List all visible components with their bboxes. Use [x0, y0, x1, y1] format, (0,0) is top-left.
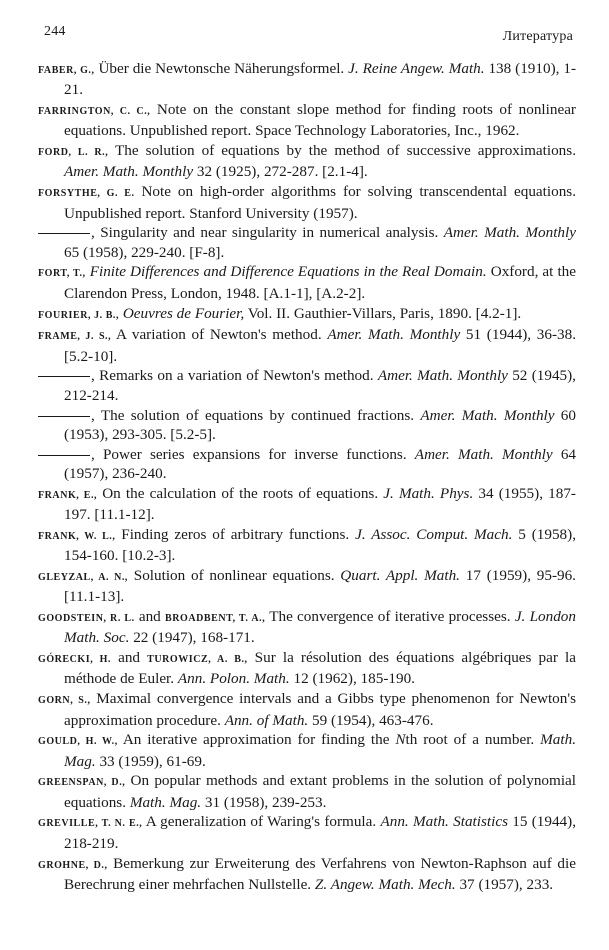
reference-journal: J. London Math. Soc.: [64, 608, 576, 647]
reference-author: FORD, L. R.,: [38, 147, 109, 159]
reference-title: A generalization of Waring's formula.: [142, 813, 381, 831]
reference-entry: [38, 141, 576, 182]
reference-detail: 64 (1957), 236-240.: [64, 445, 577, 482]
reference-journal: Ann. Math. Statistics: [380, 813, 508, 831]
reference-journal: Amer. Math. Monthly: [443, 224, 576, 242]
ditto-dash: [38, 455, 90, 456]
reference-detail: 59 (1954), 463-476.: [308, 711, 434, 729]
ditto-dash: [38, 376, 90, 377]
reference-author: FRAME, J. S.,: [38, 331, 112, 343]
reference-journal: Oeuvres de Fourier,: [122, 304, 245, 322]
reference-author: FRANK, E.,: [38, 489, 98, 501]
reference-author: GLEYZAL, A. N.,: [38, 571, 128, 583]
reference-detail: 22 (1947), 168-171.: [129, 629, 255, 647]
running-head: Литература: [502, 29, 573, 44]
reference-title: Bemerkung zur Erweiterung des Verfahrens von Newton-Raphson auf die Berechrung einer mehrfachen Nullstelle.: [64, 854, 576, 893]
reference-detail: 65 (1958), 229-240. [F-8].: [64, 243, 225, 261]
reference-detail: 15 (1944), 218-219.: [64, 813, 576, 852]
reference-detail: 52 (1945), 212-214.: [64, 367, 576, 404]
reference-entry: [38, 689, 576, 730]
reference-author: FARRINGTON, C. C.,: [38, 106, 151, 118]
reference-detail: 51 (1944), 36-38. [5.2-10].: [64, 326, 576, 365]
reference-journal: Ann. of Math.: [224, 711, 309, 729]
reference-journal: Math. Mag.: [129, 793, 202, 811]
reference-detail: Vol. II. Gauthier-Villars, Paris, 1890. [4.2-1].: [244, 304, 522, 322]
reference-journal: Amer. Math. Monthly: [377, 367, 508, 385]
reference-title: Finding zeros of arbitrary functions.: [115, 525, 356, 543]
reference-entry: [38, 566, 576, 607]
reference-journal: J. Math. Phys.: [383, 484, 474, 502]
reference-journal: Math. Mag.: [64, 731, 576, 770]
reference-author: GREENSPAN, D.,: [38, 777, 126, 789]
reference-title: Note on the constant slope method for finding roots of nonlinear equations. Unpublished report. Space Technology Laboratories, Inc., 1962.: [64, 101, 576, 140]
reference-entry: [38, 325, 576, 366]
reference-title: , Singularity and near singularity in numerical analysis.: [91, 224, 444, 242]
reference-journal: J. Assoc. Comput. Mach.: [355, 525, 513, 543]
ditto-dash: [38, 233, 90, 234]
reference-author: GREVILLE, T. N. E.,: [38, 818, 143, 830]
reference-entry: [38, 854, 576, 895]
reference-title: , The solution of equations by continued fractions.: [91, 406, 421, 424]
reference-entry: [38, 182, 576, 223]
reference-title: Über die Newtonsche Näherungsformel.: [94, 60, 349, 77]
reference-detail: 33 (1959), 61-69.: [95, 752, 206, 770]
reference-title: Solution of nonlinear equations.: [127, 566, 341, 584]
reference-coauthor: BROADBENT, T. A.,: [165, 613, 266, 625]
reference-entry: [38, 771, 576, 812]
reference-journal: Z. Angew. Math. Mech.: [314, 875, 456, 893]
reference-author: GORN, S.,: [38, 695, 91, 707]
reference-entry: [38, 445, 576, 484]
reference-entry: [38, 223, 576, 262]
reference-journal: Finite Differences and Difference Equations in the Real Domain.: [89, 263, 487, 281]
reference-entry: [38, 730, 576, 771]
reference-title: On the calculation of the roots of equations.: [97, 484, 384, 502]
reference-author: FORSYTHE, G. E.: [38, 188, 135, 200]
reference-detail: 12 (1962), 185-190.: [289, 670, 415, 688]
reference-title: The convergence of iterative processes.: [265, 608, 515, 626]
reference-list: [38, 59, 576, 895]
reference-author: FOURIER, J. B.,: [38, 309, 120, 321]
reference-title: Sur la résolution des équations algébriques par la méthode de Euler.: [64, 649, 576, 688]
reference-entry: [38, 59, 576, 100]
reference-entry: [38, 304, 576, 325]
reference-title: On popular methods and extant problems in the solution of polynomial equations.: [64, 772, 576, 811]
reference-detail: 17 (1959), 95-96. [11.1-13].: [64, 566, 576, 606]
reference-journal: Amer. Math. Monthly: [414, 445, 553, 463]
reference-author: GOODSTEIN, R. L.: [38, 613, 135, 625]
reference-title-variable: N: [395, 731, 406, 749]
reference-entry: [38, 607, 576, 648]
reference-author: FRANK, W. L.,: [38, 530, 116, 542]
reference-journal: Amer. Math. Monthly: [64, 163, 194, 181]
reference-entry: [38, 484, 576, 525]
reference-journal: Quart. Appl. Math.: [340, 566, 460, 584]
reference-detail: 32 (1925), 272-287. [2.1-4].: [193, 163, 368, 181]
reference-journal: J. Reine Angew. Math.: [348, 60, 485, 77]
reference-author: GOULD, H. W.,: [38, 736, 118, 748]
reference-title: Maximal convergence intervals and a Gibbs type phenomenon for Newton's approximation procedure.: [64, 690, 576, 729]
reference-entry: [38, 366, 576, 405]
reference-detail: 34 (1955), 187-197. [11.1-12].: [64, 484, 576, 524]
reference-journal: Amer. Math. Monthly: [420, 406, 555, 424]
reference-author: FORT, T.,: [38, 268, 86, 280]
reference-entry: [38, 525, 576, 566]
reference-author: GÓRECKI, H.: [38, 654, 111, 666]
reference-journal: Amer. Math. Monthly: [327, 326, 461, 344]
page-number: 244: [44, 24, 66, 39]
reference-detail: Oxford, at the Clarendon Press, London, 1948. [A.1-1], [A.2-2].: [64, 263, 576, 302]
reference-entry: [38, 406, 576, 445]
reference-author: GROHNE, D.,: [38, 859, 108, 871]
reference-detail: 31 (1958), 239-253.: [201, 793, 327, 811]
reference-author: FABER, G.,: [38, 65, 95, 76]
reference-entry: [38, 648, 576, 689]
reference-conjunction: and: [110, 649, 148, 667]
reference-journal: Ann. Polon. Math.: [177, 670, 290, 688]
reference-coauthor: TUROWICZ, A. B.,: [147, 654, 248, 666]
reference-title: The solution of equations by the method of successive approximations.: [108, 142, 576, 160]
reference-title: , Power series expansions for inverse functions.: [91, 445, 415, 463]
ditto-dash: [38, 416, 90, 417]
reference-entry: [38, 262, 576, 303]
reference-detail: 138 (1910), 1-21.: [64, 60, 576, 99]
reference-entry: [38, 812, 576, 853]
reference-title: Note on high-order algorithms for solving transcendental equations. Unpublished report. Stanford University (1957).: [64, 183, 576, 222]
reference-title: A variation of Newton's method.: [111, 326, 328, 344]
reference-detail: 5 (1958), 154-160. [10.2-3].: [64, 525, 576, 565]
page-header: [0, 0, 609, 52]
reference-title: , Remarks on a variation of Newton's method.: [91, 367, 378, 385]
reference-detail: 37 (1957), 233.: [455, 875, 554, 893]
reference-conjunction: and: [134, 608, 166, 626]
reference-title: An iterative approximation for finding the: [117, 731, 396, 749]
reference-entry: [38, 100, 576, 141]
reference-title-rest: th root of a number.: [405, 731, 541, 749]
reference-detail: 60 (1953), 293-305. [5.2-5].: [64, 406, 576, 443]
